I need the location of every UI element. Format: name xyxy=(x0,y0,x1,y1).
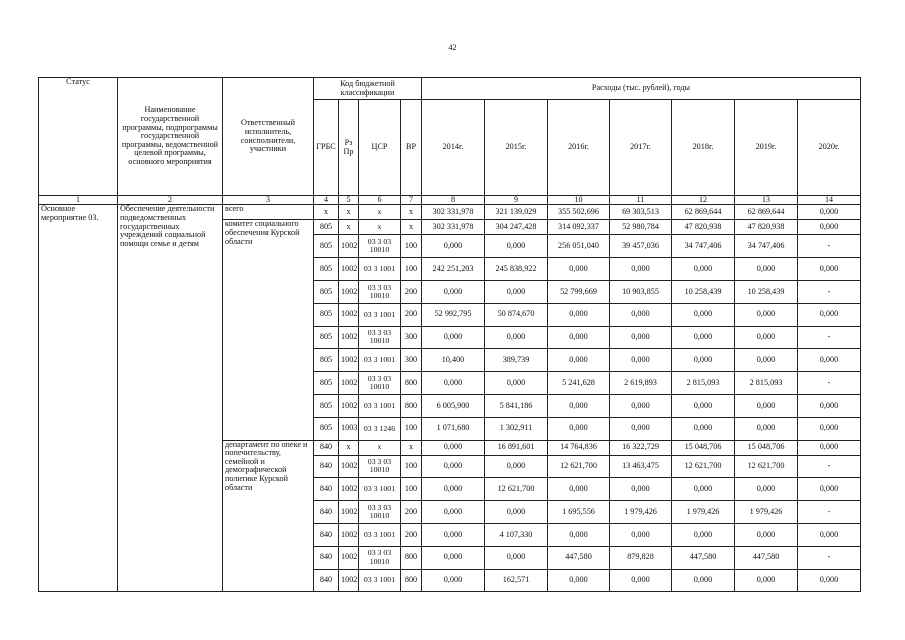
column-number: 14 xyxy=(798,196,861,205)
column-number: 2 xyxy=(118,196,223,205)
value-cell: 16 891,601 xyxy=(485,440,548,455)
value-cell: - xyxy=(798,326,861,349)
value-cell: 12 621,700 xyxy=(548,455,610,478)
vr-cell: 200 xyxy=(401,501,422,524)
grbs-cell: 805 xyxy=(314,303,339,326)
value-cell: 0,000 xyxy=(422,235,485,258)
value-cell: 0,000 xyxy=(672,326,735,349)
vr-cell: 800 xyxy=(401,394,422,417)
csr-cell: 03 3 1001 xyxy=(359,349,401,372)
value-cell: 1 695,556 xyxy=(548,501,610,524)
value-cell: 0,000 xyxy=(610,478,672,501)
value-cell: 0,000 xyxy=(485,280,548,303)
value-cell: 34 747,406 xyxy=(672,235,735,258)
grbs-cell: 805 xyxy=(314,258,339,281)
value-cell: 0,000 xyxy=(735,349,798,372)
column-number: 13 xyxy=(735,196,798,205)
value-cell: 879,828 xyxy=(610,546,672,569)
value-cell: 447,580 xyxy=(735,546,798,569)
value-cell: - xyxy=(798,455,861,478)
vr-cell: 100 xyxy=(401,478,422,501)
value-cell: 0,000 xyxy=(672,349,735,372)
value-cell: 4 107,330 xyxy=(485,523,548,546)
vr-cell: x xyxy=(401,205,422,220)
value-cell: 256 051,040 xyxy=(548,235,610,258)
value-cell: 0,000 xyxy=(672,258,735,281)
rzpr-cell: x xyxy=(339,205,359,220)
value-cell: 0,000 xyxy=(672,478,735,501)
rzpr-cell: 1002 xyxy=(339,280,359,303)
value-cell: 389,739 xyxy=(485,349,548,372)
column-number: 3 xyxy=(223,196,314,205)
rzpr-cell: 1002 xyxy=(339,569,359,592)
rzpr-cell: 1002 xyxy=(339,326,359,349)
vr-cell: 200 xyxy=(401,303,422,326)
header-name: Наименование государственной программы, подпрограммы государственной программы, ведомственной целевой программы, основного мероприятия xyxy=(118,78,223,196)
value-cell: 50 874,670 xyxy=(485,303,548,326)
vr-cell: 200 xyxy=(401,280,422,303)
value-cell: - xyxy=(798,501,861,524)
value-cell: 0,000 xyxy=(798,349,861,372)
value-cell: 0,000 xyxy=(548,349,610,372)
column-number: 11 xyxy=(610,196,672,205)
value-cell: 0,000 xyxy=(672,569,735,592)
value-cell: 0,000 xyxy=(422,501,485,524)
csr-cell: 03 3 03 10010 xyxy=(359,546,401,569)
value-cell: 10,400 xyxy=(422,349,485,372)
header-csr: ЦСР xyxy=(359,100,401,196)
value-cell: 0,000 xyxy=(610,326,672,349)
value-cell: 0,000 xyxy=(798,417,861,440)
vr-cell: 100 xyxy=(401,417,422,440)
value-cell: 12 621,700 xyxy=(735,455,798,478)
rzpr-cell: 1003 xyxy=(339,417,359,440)
value-cell: 1 302,911 xyxy=(485,417,548,440)
value-cell: 2 815,093 xyxy=(735,372,798,395)
value-cell: 6 005,900 xyxy=(422,394,485,417)
value-cell: 2 815,093 xyxy=(672,372,735,395)
header-expenses: Расходы (тыс. рублей), годы xyxy=(422,78,861,100)
csr-cell: 03 3 03 10010 xyxy=(359,372,401,395)
grbs-cell: 805 xyxy=(314,326,339,349)
column-number: 10 xyxy=(548,196,610,205)
column-number: 4 xyxy=(314,196,339,205)
value-cell: 0,000 xyxy=(735,258,798,281)
rzpr-cell: 1002 xyxy=(339,235,359,258)
column-number: 7 xyxy=(401,196,422,205)
grbs-cell: 840 xyxy=(314,455,339,478)
value-cell: 0,000 xyxy=(485,372,548,395)
value-cell: 0,000 xyxy=(422,372,485,395)
page-number: 42 xyxy=(448,43,457,52)
value-cell: 0,000 xyxy=(422,280,485,303)
value-cell: 0,000 xyxy=(672,417,735,440)
header-budget-code: Код бюджетной классификации xyxy=(314,78,422,100)
vr-cell: 200 xyxy=(401,523,422,546)
value-cell: 1 979,426 xyxy=(672,501,735,524)
value-cell: 0,000 xyxy=(735,394,798,417)
value-cell: 0,000 xyxy=(485,501,548,524)
value-cell: 0,000 xyxy=(672,303,735,326)
value-cell: 242 251,203 xyxy=(422,258,485,281)
csr-cell: 03 3 03 10010 xyxy=(359,280,401,303)
vr-cell: 300 xyxy=(401,326,422,349)
csr-cell: 03 3 1246 xyxy=(359,417,401,440)
value-cell: 0,000 xyxy=(422,440,485,455)
rzpr-cell: 1002 xyxy=(339,523,359,546)
csr-cell: 03 3 1001 xyxy=(359,523,401,546)
grbs-cell: 805 xyxy=(314,394,339,417)
header-vr: ВР xyxy=(401,100,422,196)
value-cell: 302 331,978 xyxy=(422,220,485,235)
column-number: 6 xyxy=(359,196,401,205)
rzpr-cell: 1002 xyxy=(339,303,359,326)
csr-cell: x xyxy=(359,440,401,455)
value-cell: 0,000 xyxy=(548,303,610,326)
value-cell: 5 241,628 xyxy=(548,372,610,395)
value-cell: 245 838,922 xyxy=(485,258,548,281)
grbs-cell: 805 xyxy=(314,280,339,303)
value-cell: 0,000 xyxy=(735,478,798,501)
header-year-2016: 2016г. xyxy=(548,100,610,196)
value-cell: 0,000 xyxy=(422,326,485,349)
rzpr-cell: 1002 xyxy=(339,394,359,417)
value-cell: 447,580 xyxy=(672,546,735,569)
header-year-2014: 2014г. xyxy=(422,100,485,196)
grbs-cell: 840 xyxy=(314,569,339,592)
value-cell: 12 621,700 xyxy=(672,455,735,478)
value-cell: 0,000 xyxy=(548,326,610,349)
value-cell: - xyxy=(798,280,861,303)
value-cell: - xyxy=(798,235,861,258)
column-number-row xyxy=(39,196,861,205)
value-cell: 0,000 xyxy=(735,326,798,349)
value-cell: - xyxy=(798,372,861,395)
value-cell: 15 048,706 xyxy=(672,440,735,455)
vr-cell: 800 xyxy=(401,546,422,569)
vr-cell: x xyxy=(401,220,422,235)
header-year-2015: 2015г. xyxy=(485,100,548,196)
grbs-cell: 805 xyxy=(314,372,339,395)
value-cell: 0,000 xyxy=(610,258,672,281)
rzpr-cell: 1002 xyxy=(339,501,359,524)
csr-cell: 03 3 1001 xyxy=(359,258,401,281)
grbs-cell: x xyxy=(314,205,339,220)
value-cell: 0,000 xyxy=(735,523,798,546)
csr-cell: 03 3 03 10010 xyxy=(359,455,401,478)
rzpr-cell: 1002 xyxy=(339,372,359,395)
grbs-cell: 805 xyxy=(314,417,339,440)
value-cell: 0,000 xyxy=(485,455,548,478)
value-cell: 2 619,893 xyxy=(610,372,672,395)
value-cell: 13 463,475 xyxy=(610,455,672,478)
value-cell: 0,000 xyxy=(798,394,861,417)
grbs-cell: 805 xyxy=(314,235,339,258)
value-cell: 14 764,836 xyxy=(548,440,610,455)
value-cell: 0,000 xyxy=(798,303,861,326)
value-cell: 1 071,680 xyxy=(422,417,485,440)
value-cell: 0,000 xyxy=(735,417,798,440)
rzpr-cell: 1002 xyxy=(339,349,359,372)
grbs-cell: 840 xyxy=(314,440,339,455)
rzpr-cell: x xyxy=(339,440,359,455)
column-number: 1 xyxy=(39,196,118,205)
grbs-cell: 805 xyxy=(314,220,339,235)
value-cell: 0,000 xyxy=(735,303,798,326)
value-cell: 0,000 xyxy=(548,569,610,592)
rzpr-cell: 1002 xyxy=(339,546,359,569)
value-cell: 0,000 xyxy=(672,523,735,546)
header-grbs: ГРБС xyxy=(314,100,339,196)
rzpr-cell: 1002 xyxy=(339,455,359,478)
header-rzpr: Рз Пр xyxy=(339,100,359,196)
value-cell: 12 621,700 xyxy=(485,478,548,501)
value-cell: 39 457,036 xyxy=(610,235,672,258)
value-cell: 0,000 xyxy=(798,523,861,546)
value-cell: 0,000 xyxy=(798,478,861,501)
column-number: 12 xyxy=(672,196,735,205)
value-cell: 0,000 xyxy=(798,440,861,455)
rzpr-cell: 1002 xyxy=(339,258,359,281)
value-cell: 162,571 xyxy=(485,569,548,592)
value-cell: 10 903,855 xyxy=(610,280,672,303)
value-cell: 0,000 xyxy=(610,303,672,326)
column-number: 5 xyxy=(339,196,359,205)
value-cell: 0,000 xyxy=(798,258,861,281)
value-cell: 0,000 xyxy=(610,417,672,440)
grbs-cell: 840 xyxy=(314,478,339,501)
csr-cell: x xyxy=(359,205,401,220)
budget-table xyxy=(38,77,861,592)
rzpr-cell: 1002 xyxy=(339,478,359,501)
responsible-committee: комитет социального обеспечения Курской области xyxy=(223,220,314,440)
csr-cell: 03 3 03 10010 xyxy=(359,501,401,524)
value-cell: 47 820,938 xyxy=(672,220,735,235)
value-cell: 0,000 xyxy=(610,394,672,417)
value-cell: 62 869,644 xyxy=(735,205,798,220)
vr-cell: 300 xyxy=(401,349,422,372)
header-status: Статус xyxy=(39,78,118,196)
vr-cell: 100 xyxy=(401,455,422,478)
column-number: 9 xyxy=(485,196,548,205)
value-cell: 52 992,795 xyxy=(422,303,485,326)
value-cell: 52 980,784 xyxy=(610,220,672,235)
value-cell: 0,000 xyxy=(548,258,610,281)
header-year-2019: 2019г. xyxy=(735,100,798,196)
name-cell: Обеспечение деятельности подведомственных государственных учреждений социальной помощи семье и детям xyxy=(118,205,223,592)
header-year-2017: 2017г. xyxy=(610,100,672,196)
value-cell: 10 258,439 xyxy=(735,280,798,303)
grbs-cell: 805 xyxy=(314,349,339,372)
value-cell: 355 502,696 xyxy=(548,205,610,220)
vr-cell: 100 xyxy=(401,258,422,281)
value-cell: 0,000 xyxy=(672,394,735,417)
value-cell: 15 048,706 xyxy=(735,440,798,455)
value-cell: 0,000 xyxy=(610,349,672,372)
vr-cell: 800 xyxy=(401,569,422,592)
value-cell: 0,000 xyxy=(610,569,672,592)
value-cell: 314 092,337 xyxy=(548,220,610,235)
value-cell: 0,000 xyxy=(548,417,610,440)
table-row xyxy=(39,205,861,220)
vr-cell: 100 xyxy=(401,235,422,258)
grbs-cell: 840 xyxy=(314,546,339,569)
value-cell: 0,000 xyxy=(422,546,485,569)
header-year-2020: 2020г. xyxy=(798,100,861,196)
header-year-2018: 2018г. xyxy=(672,100,735,196)
value-cell: 0,000 xyxy=(485,546,548,569)
value-cell: 0,000 xyxy=(548,394,610,417)
responsible-department: департамент по опеке и попечительству, семейной и демографической политике Курской области xyxy=(223,440,314,592)
header-responsible: Ответственный исполнитель, соисполнители, участники xyxy=(223,78,314,196)
responsible-total: всего xyxy=(223,205,314,220)
value-cell: 304 247,428 xyxy=(485,220,548,235)
value-cell: 34 747,406 xyxy=(735,235,798,258)
vr-cell: 800 xyxy=(401,372,422,395)
value-cell: 0,000 xyxy=(422,478,485,501)
value-cell: 447,580 xyxy=(548,546,610,569)
value-cell: 0,000 xyxy=(422,523,485,546)
value-cell: 0,000 xyxy=(485,326,548,349)
status-cell: Основное мероприятие 03. xyxy=(39,205,118,592)
value-cell: 0,000 xyxy=(798,569,861,592)
csr-cell: 03 3 03 10010 xyxy=(359,235,401,258)
value-cell: 0,000 xyxy=(548,478,610,501)
value-cell: 0,000 xyxy=(548,523,610,546)
value-cell: 0,000 xyxy=(422,569,485,592)
value-cell: 69 303,513 xyxy=(610,205,672,220)
value-cell: 52 799,669 xyxy=(548,280,610,303)
grbs-cell: 840 xyxy=(314,523,339,546)
value-cell: 0,000 xyxy=(610,523,672,546)
value-cell: 0,000 xyxy=(485,235,548,258)
csr-cell: 03 3 1001 xyxy=(359,569,401,592)
value-cell: - xyxy=(798,546,861,569)
csr-cell: 03 3 03 10010 xyxy=(359,326,401,349)
value-cell: 0,000 xyxy=(798,205,861,220)
value-cell: 16 322,729 xyxy=(610,440,672,455)
vr-cell: x xyxy=(401,440,422,455)
value-cell: 321 139,029 xyxy=(485,205,548,220)
value-cell: 0,000 xyxy=(422,455,485,478)
rzpr-cell: x xyxy=(339,220,359,235)
value-cell: 1 979,426 xyxy=(610,501,672,524)
column-number: 8 xyxy=(422,196,485,205)
csr-cell: x xyxy=(359,220,401,235)
value-cell: 5 841,186 xyxy=(485,394,548,417)
csr-cell: 03 3 1001 xyxy=(359,303,401,326)
table-body xyxy=(39,205,861,592)
csr-cell: 03 3 1001 xyxy=(359,394,401,417)
value-cell: 1 979,426 xyxy=(735,501,798,524)
grbs-cell: 840 xyxy=(314,501,339,524)
value-cell: 62 869,644 xyxy=(672,205,735,220)
value-cell: 47 820,938 xyxy=(735,220,798,235)
value-cell: 302 331,978 xyxy=(422,205,485,220)
value-cell: 0,000 xyxy=(735,569,798,592)
value-cell: 0,000 xyxy=(798,220,861,235)
csr-cell: 03 3 1001 xyxy=(359,478,401,501)
value-cell: 10 258,439 xyxy=(672,280,735,303)
